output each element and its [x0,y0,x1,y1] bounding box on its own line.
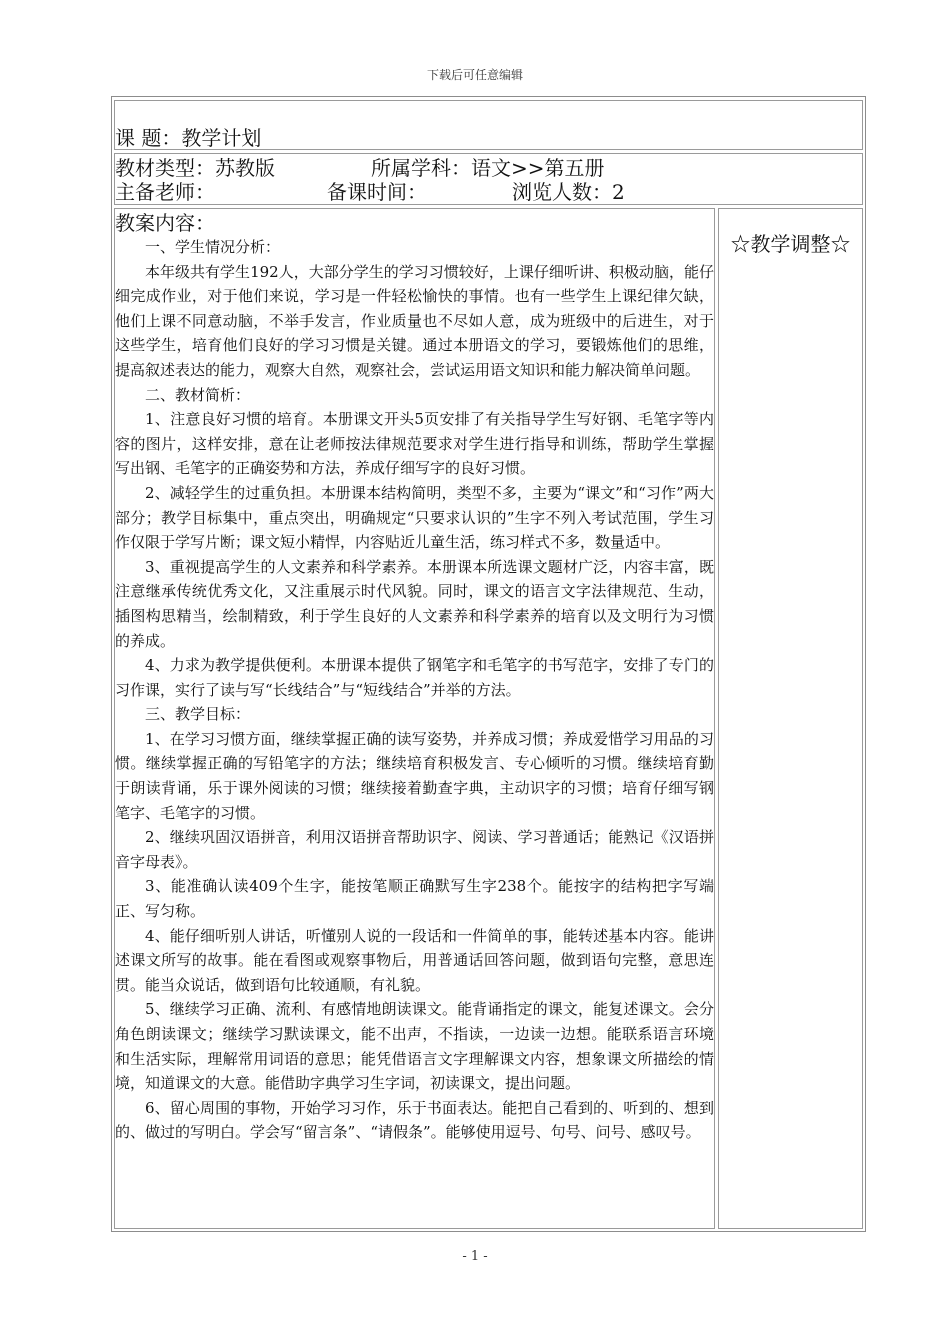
lesson-content-cell [114,208,715,1229]
paragraph: 4、能仔细听别人讲话，听懂别人说的一段话和一件简单的事，能转述基本内容。能讲述课文所写的故事。能在看图或观察事物后，用普通话回答问题，做到语句完整，意思连贯。能当众说话，做到语句比较通顺，有礼貌。 [115,926,714,994]
lesson-body [115,235,714,1145]
paragraph: 2、继续巩固汉语拼音，利用汉语拼音帮助识字、阅读、学习普通话；能熟记《汉语拼音字母表》。 [115,828,714,871]
paragraph: 1、注意良好习惯的培育。本册课文开头5页安排了有关指导学生写好钢、毛笔字等内容的图片，这样安排，意在让老师按法律规范要求对学生进行指导和训练，帮助学生掌握写出钢、毛笔字的正确姿势和方法，养成仔细写字的良好习惯。 [115,410,714,478]
material-type: 教材类型：苏教版 [115,156,275,180]
subject: 所属学科：语文>>第五册 [371,156,605,180]
teacher: 主备老师： [115,180,215,204]
paragraph: 5、继续学习正确、流利、有感情地朗读课文。能背诵指定的课文，能复述课文。会分角色朗读课文；继续学习默读课文，能不出声，不指读，一边读一边想。能联系语言环境和生活实际，理解常用词语的意思；能凭借语言文字理解课文内容，想象课文所描绘的情境，知道课文的大意。能借助字典学习生字词，初读课文，提出问题。 [115,1000,714,1093]
title-row [114,100,863,150]
paragraph: 本年级共有学生192人，大部分学生的学习习惯较好，上课仔细听讲、积极动脑，能仔细完成作业，对于他们来说，学习是一件轻松愉快的事情。也有一些学生上课纪律欠缺，他们上课不同意动脑，不举手发言，作业质量也不尽如人意，成为班级中的后进生，对于这些学生，培育他们良好的学习习惯是关键。通过本册语文的学习，要锻炼他们的思维，提高叙述表达的能力，观察大自然，观察社会，尝试运用语文知识和能力解决简单问题。 [115,262,714,379]
views: 浏览人数：2 [512,180,625,204]
meta-row [114,153,863,205]
page-number: - 1 - [462,1249,488,1264]
paragraph: 1、在学习习惯方面，继续掌握正确的读写姿势，并养成习惯；养成爱惜学习用品的习惯。继续掌握正确的写铅笔字的方法；继续培育积极发言、专心倾听的习惯。继续培育勤于朗读背诵，乐于课外阅读的习惯；继续接着勤查字典，主动识字的习惯；培育仔细写钢笔字、毛笔字的习惯。 [115,729,714,822]
paragraph: 6、留心周围的事物，开始学习习作，乐于书面表达。能把自己看到的、听到的、想到的、做过的写明白。学会写“留言条”、“请假条”。能够使用逗号、句号、问号、感叹号。 [115,1098,714,1142]
meta-line-1 [115,156,864,180]
header-note: 下载后可任意编辑 [426,68,523,82]
paragraph: 3、能准确认读409个生字，能按笔顺正确默写生字238个。能按字的结构把字写端正、写匀称。 [115,877,714,921]
paragraph: 一、学生情况分析： [145,238,281,256]
teaching-adjustment-cell [718,208,863,1229]
content-label: 教案内容： [115,211,215,235]
adjustment-label: ☆教学调整☆ [730,232,851,256]
paragraph: 二、教材简析： [145,385,251,404]
paragraph: 2、减轻学生的过重负担。本册课本结构简明，类型不多，主要为“课文”和“习作”两大部分；教学目标集中，重点突出，明确规定“只要求认识的”生字不列入考试范围，学生习作仅限于学写片断；课文短小精悍，内容贴近儿童生活，练习样式不多，数量适中。 [115,483,714,552]
paragraph: 4、力求为教学提供便利。本册课本提供了钢笔字和毛笔字的书写范字，安排了专门的习作课，实行了读与写“长线结合”与“短线结合”并举的方法。 [115,656,714,699]
meta-line-2 [115,180,864,204]
course-title: 课 题：教学计划 [115,126,262,150]
paragraph: 三、教学目标： [145,705,251,724]
prep-time: 备课时间： [327,180,427,204]
paragraph: 3、重视提高学生的人文素养和科学素养。本册课本所选课文题材广泛，内容丰富，既注意继承传统优秀文化，又注重展示时代风貌。同时，课文的语言文字法律规范、生动，插图构思精当，绘制精致，利于学生良好的人文素养和科学素养的培育以及文明行为习惯的养成。 [115,557,714,650]
